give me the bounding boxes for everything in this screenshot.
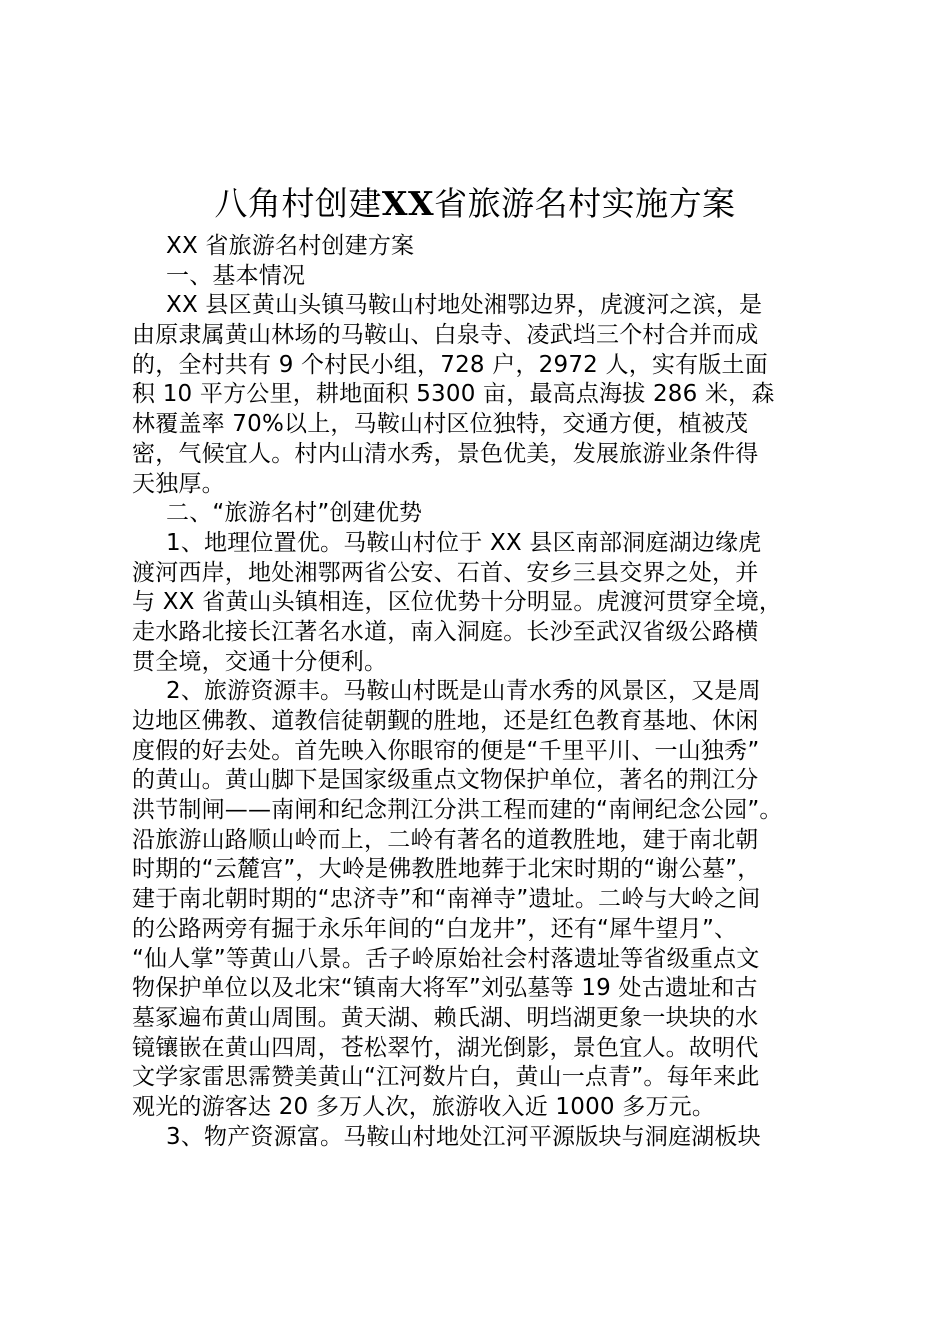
text-line: 观光的游客达 20 多万人次，旅游收入近 1000 多万元。	[132, 1093, 716, 1120]
text-line: 与 XX 省黄山头镇相连，区位优势十分明显。虎渡河贯穿全境，	[132, 589, 783, 616]
title-prefix: 八角村创建	[214, 184, 382, 223]
text-line: 镜镶嵌在黄山四周，苍松翠竹，湖光倒影，景色宜人。故明代	[132, 1034, 759, 1061]
text-line: 边地区佛教、道教信徒朝觐的胜地，还是红色教育基地、休闲	[132, 708, 759, 734]
text-line: 积 10 平方公里，耕地面积 5300 亩，最高点海拔 286 米，森	[132, 381, 775, 408]
text-line: 文学家雷思霈赞美黄山“江河数片白，黄山一点青”。每年来此	[132, 1064, 760, 1091]
text-line: 一、基本情况	[166, 262, 306, 289]
text-line: 密，气候宜人。村内山清水秀，景色优美，发展旅游业条件得	[132, 440, 759, 467]
title-suffix: 省旅游名村实施方案	[434, 184, 736, 223]
text-line: 建于南北朝时期的“忠济寺”和“南禅寺”遗址。二岭与大岭之间	[132, 886, 761, 913]
text-line: 的，全村共有 9 个村民小组，728 户，2972 人，实有版土面	[132, 351, 768, 378]
text-line: 二、“旅游名村”创建优势	[166, 500, 423, 527]
text-line: 沿旅游山路顺山岭而上，二岭有著名的道教胜地，建于南北朝	[132, 826, 759, 853]
text-line: “仙人掌”等黄山八景。舌子岭原始社会村落遗址等省级重点文	[132, 945, 760, 972]
text-line: 林覆盖率 70%以上，马鞍山村区位独特，交通方便，植被茂	[132, 411, 749, 438]
text-line: 由原隶属黄山林场的马鞍山、白泉寺、凌武垱三个村合并而成	[132, 322, 759, 349]
text-line: 的公路两旁有掘于永乐年间的“白龙井”，还有“犀牛望月”、	[132, 915, 738, 942]
text-line: 1、地理位置优。马鞍山村位于 XX 县区南部洞庭湖边缘虎	[166, 529, 762, 556]
document-title	[0, 178, 950, 230]
text-line: 2、旅游资源丰。马鞍山村既是山青水秀的风景区，又是周	[166, 678, 761, 705]
text-line: 墓冢遍布黄山周围。黄天湖、赖氏湖、明垱湖更象一块块的水	[132, 1004, 759, 1031]
text-line: 时期的“云麓宫”，大岭是佛教胜地葬于北宋时期的“谢公墓”，	[132, 856, 761, 883]
text-line: 的黄山。黄山脚下是国家级重点文物保护单位，著名的荆江分	[132, 767, 759, 794]
text-line: 天独厚。	[132, 470, 225, 497]
document-body	[132, 232, 832, 1152]
title-latin: XX	[381, 184, 435, 223]
text-line: 物保护单位以及北宋“镇南大将军”刘弘墓等 19 处古遗址和古	[132, 975, 758, 1002]
text-line: 3、物产资源富。马鞍山村地处江河平源版块与洞庭湖板块	[166, 1123, 761, 1150]
text-line: 贯全境，交通十分便利。	[132, 648, 388, 675]
text-line: 洪节制闸——南闸和纪念荆江分洪工程而建的“南闸纪念公园”。	[132, 797, 783, 824]
text-line: 渡河西岸，地处湘鄂两省公安、石首、安乡三县交界之处，并	[132, 559, 759, 586]
text-line: XX 县区黄山头镇马鞍山村地处湘鄂边界，虎渡河之滨，是	[166, 292, 763, 319]
text-line: 度假的好去处。首先映入你眼帘的便是“千里平川、一山独秀”	[132, 737, 760, 764]
text-line: XX 省旅游名村创建方案	[166, 233, 415, 259]
text-line: 走水路北接长江著名水道，南入洞庭。长沙至武汉省级公路横	[132, 618, 759, 645]
